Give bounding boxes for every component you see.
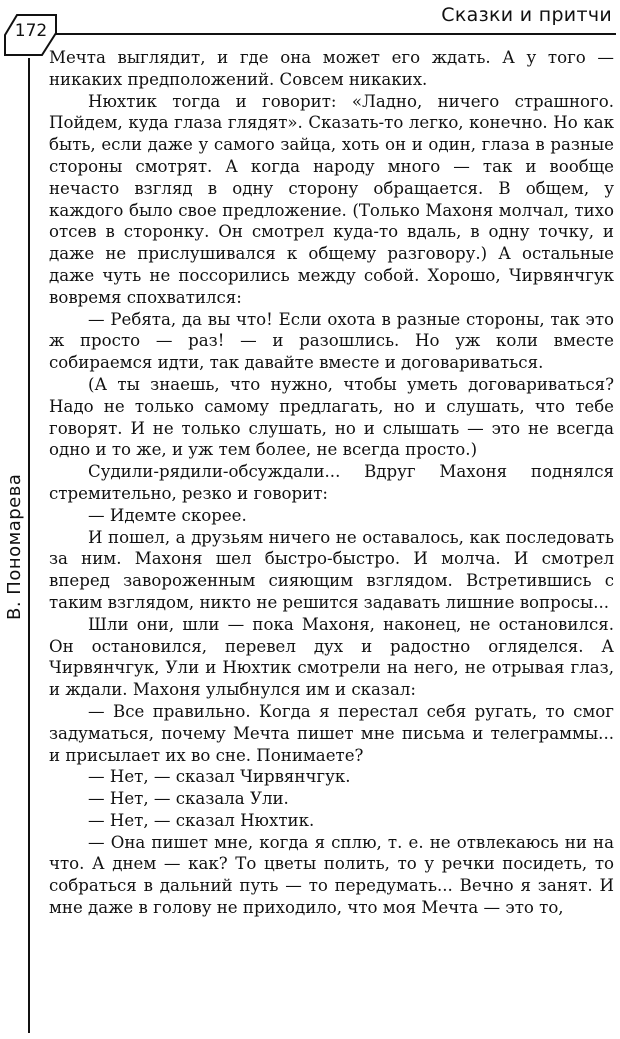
running-title: Сказки и притчи <box>441 4 612 26</box>
paragraph: (А ты знаешь, что нужно, чтобы уметь договариваться? Надо не только самому предлагать, но и слушать, что тебе говорят. И не только слушать, но и слышать — это не всегда одно и то же, и уж тем более, не всегда просто.) <box>49 374 614 460</box>
paragraph: Судили-рядили-обсуждали... Вдруг Махоня поднялся стремительно, резко и говорит: <box>49 462 614 503</box>
paragraph: — Идемте скорее. <box>88 505 247 525</box>
paragraph: Мечта выглядит, и где она может его ждать. А у того — никаких предположений. Совсем никаких. <box>49 48 614 89</box>
paragraph: — Все правильно. Когда я перестал себя ругать, то смог задуматься, почему Мечта пишет мне письма и телеграммы... и присылает их во сне. Понимаете? <box>49 701 614 765</box>
page-number: 172 <box>14 21 48 41</box>
paragraph: — Нет, — сказала Ули. <box>88 789 289 809</box>
paragraph: Шли они, шли — пока Махоня, наконец, не остановился. Он остановился, перевел дух и радостно огляделся. А Чирвянчгук, Ули и Нюхтик смотрели на него, не отрывая глаз, и ждали. Махоня улыбнулся им и сказал: <box>49 614 614 700</box>
paragraph: — Ребята, да вы что! Если охота в разные стороны, так это ж просто — раз! — и разошлись. Но уж коли вместе собираемся идти, так давайте вместе и договариваться. <box>49 309 614 373</box>
paragraph: — Нет, — сказал Чирвянчгук. <box>88 767 351 787</box>
body-text <box>49 47 614 919</box>
author-name: В. Пономарева <box>4 473 25 620</box>
paragraph: — Она пишет мне, когда я сплю, т. е. не отвлекаюсь ни на что. А днем — как? То цветы полить, то у речки посидеть, то собраться в дальний путь — то передумать... Вечно я занят. И мне даже в голову не приходило, что моя Мечта — это то, <box>49 832 614 918</box>
paragraph: — Нет, — сказал Нюхтик. <box>88 810 315 830</box>
paragraph: Нюхтик тогда и говорит: «Ладно, ничего страшного. Пойдем, куда глаза глядят». Сказать-то легко, конечно. Но как быть, если даже у самого зайца, хоть он и один, глаза в разные стороны смотрят. А когда народу много — так и вообще нечасто взгляд в одну сторону обращается. В общем, у каждого было свое предложение. (Только Махоня молчал, тихо отсев в сторонку. Он смотрел куда-то вдаль, в одну точку, и даже не прислушивался к общему разговору.) А остальные даже чуть не поссорились между собой. Хорошо, Чирвянчгук вовремя спохватился: <box>49 91 614 307</box>
header-rule <box>40 33 616 35</box>
paragraph: И пошел, а друзьям ничего не оставалось, как последовать за ним. Махоня шел быстро-быстро. И молча. И смотрел вперед завороженным сияющим взглядом. Встретившись с таким взглядом, никто не решится задавать лишние вопросы... <box>49 527 614 612</box>
side-rule <box>28 58 30 1033</box>
